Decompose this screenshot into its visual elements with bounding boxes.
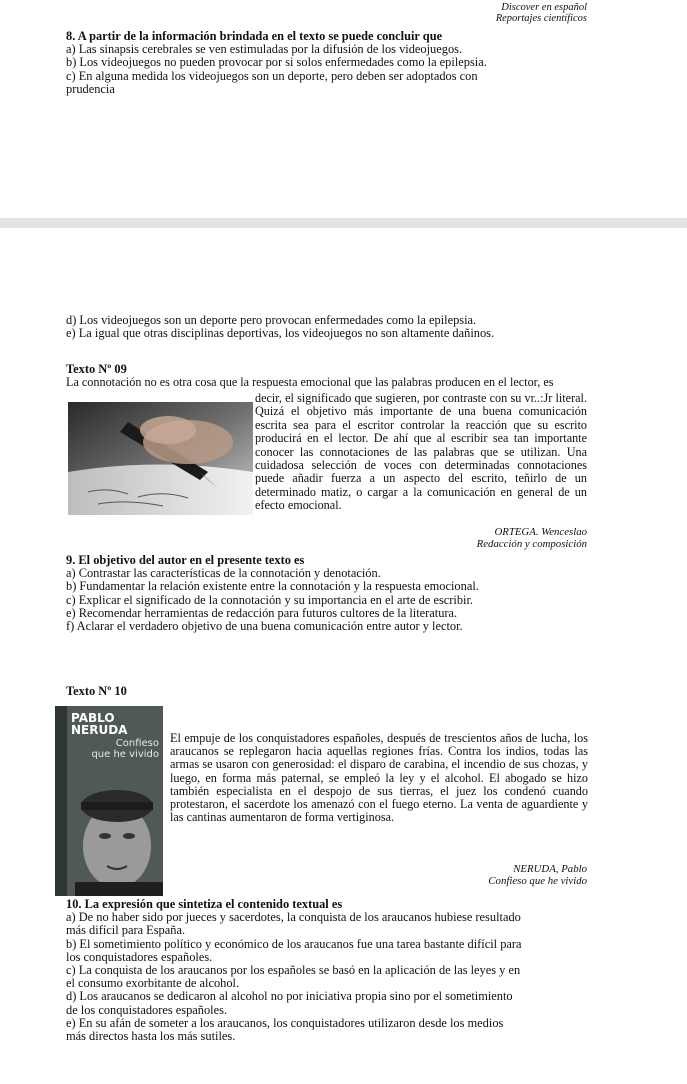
texto-10-title: Texto Nº 10 <box>66 684 127 698</box>
header-line-2: Reportajes científicos <box>495 13 587 24</box>
option-9b: b) Fundamentar la relación existente entre la connotación y la respuesta emocional. <box>66 579 479 594</box>
texto-09-work: Redacción y composición <box>476 537 587 550</box>
texto-09-header <box>66 363 594 389</box>
option-10b: b) El sometimiento político y económico de los araucanos fue una tarea bastante difícil para <box>66 936 522 951</box>
texto-10-citation <box>488 864 587 887</box>
texto-09-title: Texto Nº 09 <box>66 362 127 376</box>
page-separator <box>0 218 687 228</box>
option-8a: a) Las sinapsis cerebrales se ven estimuladas por la difusión de los videojuegos. <box>66 42 463 57</box>
question-9 <box>66 554 594 633</box>
option-10b-cont: los conquistadores españoles. <box>66 949 213 964</box>
option-8c: c) En alguna medida los videojuegos son un deporte, pero deben ser adoptados con <box>66 68 478 83</box>
option-10e-cont: más directos hasta los más sutiles. <box>66 1029 236 1044</box>
question-10-title: 10. La expresión que sintetiza el contenido textual es <box>66 897 343 911</box>
book-title-line-2: que he vivido <box>91 749 159 760</box>
book-title-line-1: Confieso <box>115 738 159 749</box>
texto-09-citation <box>477 527 587 550</box>
option-10c-cont: el consumo exorbitante de alcohol. <box>66 976 240 991</box>
book-author-last: NERUDA <box>71 723 128 737</box>
option-8e: e) La igual que otras disciplinas deportivas, los videojuegos no son altamente dañinos. <box>66 326 495 341</box>
option-10d: d) Los araucanos se dedicaron al alcohol no por iniciativa propia sino por el sometimiento <box>66 989 513 1004</box>
texto-10-header <box>66 685 594 698</box>
page-header <box>496 2 587 24</box>
question-9-title: 9. El objetivo del autor en el presente texto es <box>66 553 305 567</box>
question-8-title: 8. A partir de la información brindada en el texto se puede concluir que <box>66 29 443 43</box>
book-author-first: PABLO <box>71 711 115 725</box>
option-8b: b) Los videojuegos no pueden provocar por si solos enfermedades como la epilepsia. <box>66 55 487 70</box>
texto-10-work: Confieso que he vivido <box>488 874 587 887</box>
book-cover-image <box>55 706 163 896</box>
texto-10-body: El empuje de los conquistadores españoles, después de trescientos años de lucha, los araucanos se replegaron hacia aquellas regiones frías. Contra los indios, todas las armas se usaron con generosidad: el disparo de carabina, el incendio de sus chozas, y luego, en forma más paternal, se empleó la ley y el alcohol. El abogado se hizo también especialista en el despojo de sus tierras, el juez los condenó cuando protestaron, el sacerdote los amenazó con el fuego eterno. La venta de aguardiente y las cantinas aumentaron de forma vertiginosa. <box>170 731 588 825</box>
option-10a: a) De no haber sido por jueces y sacerdotes, la conquista de los araucanos hubiese resultado <box>66 910 521 925</box>
option-10a-cont: más difícil para España. <box>66 923 186 938</box>
option-10e: e) En su afán de someter a los araucanos, los conquistadores utilizaron desde los medios <box>66 1015 504 1030</box>
option-10c: c) La conquista de los araucanos por los españoles se basó en la aplicación de las leyes y en <box>66 963 521 978</box>
option-10d-cont: de los conquistadores españoles. <box>66 1002 228 1017</box>
option-8d: d) Los videojuegos son un deporte pero provocan enfermedades como la epilepsia. <box>66 313 477 327</box>
question-8-continued <box>66 314 594 340</box>
question-8 <box>66 30 594 96</box>
texto-09-body: decir, el significado que sugieren, por contraste con su vr..:Jr literal. Quizá el objetivo más importante de una buena comunicación escrita sea para el escritor controlar la reacción que su escrito producirá en el lector. De ahí que al escribir sea tan importante conocer las connotaciones de las palabras que se utilizan. Una cuidadosa selección de voces con determinadas connotaciones puede añadir fuerza a un aspecto del escrito, teñirlo de un determinado matiz, o cargar a la comunicación en general de un efecto emocional. <box>255 391 587 513</box>
texto-10-author: NERUDA, Pablo <box>513 863 587 875</box>
texto-09-author: ORTEGA. Wenceslao <box>494 526 587 538</box>
option-9f: f) Aclarar el verdadero objetivo de una buena comunicación entre autor y lector. <box>66 619 463 634</box>
header-line-1: Discover en español <box>501 2 587 13</box>
option-9a: a) Contrastar las características de la connotación y denotación. <box>66 566 381 581</box>
texto-09-first-line: La connotación no es otra cosa que la respuesta emocional que las palabras producen en el lector, es <box>66 375 554 390</box>
question-10 <box>66 898 594 1043</box>
option-9c: c) Explicar el significado de la connotación y su importancia en el arte de escribir. <box>66 592 474 607</box>
option-8c-cont: prudencia <box>66 81 115 96</box>
option-9e: e) Recomendar herramientas de redacción para futuros cultores de la literatura. <box>66 605 458 620</box>
pen-writing-image <box>68 402 253 515</box>
